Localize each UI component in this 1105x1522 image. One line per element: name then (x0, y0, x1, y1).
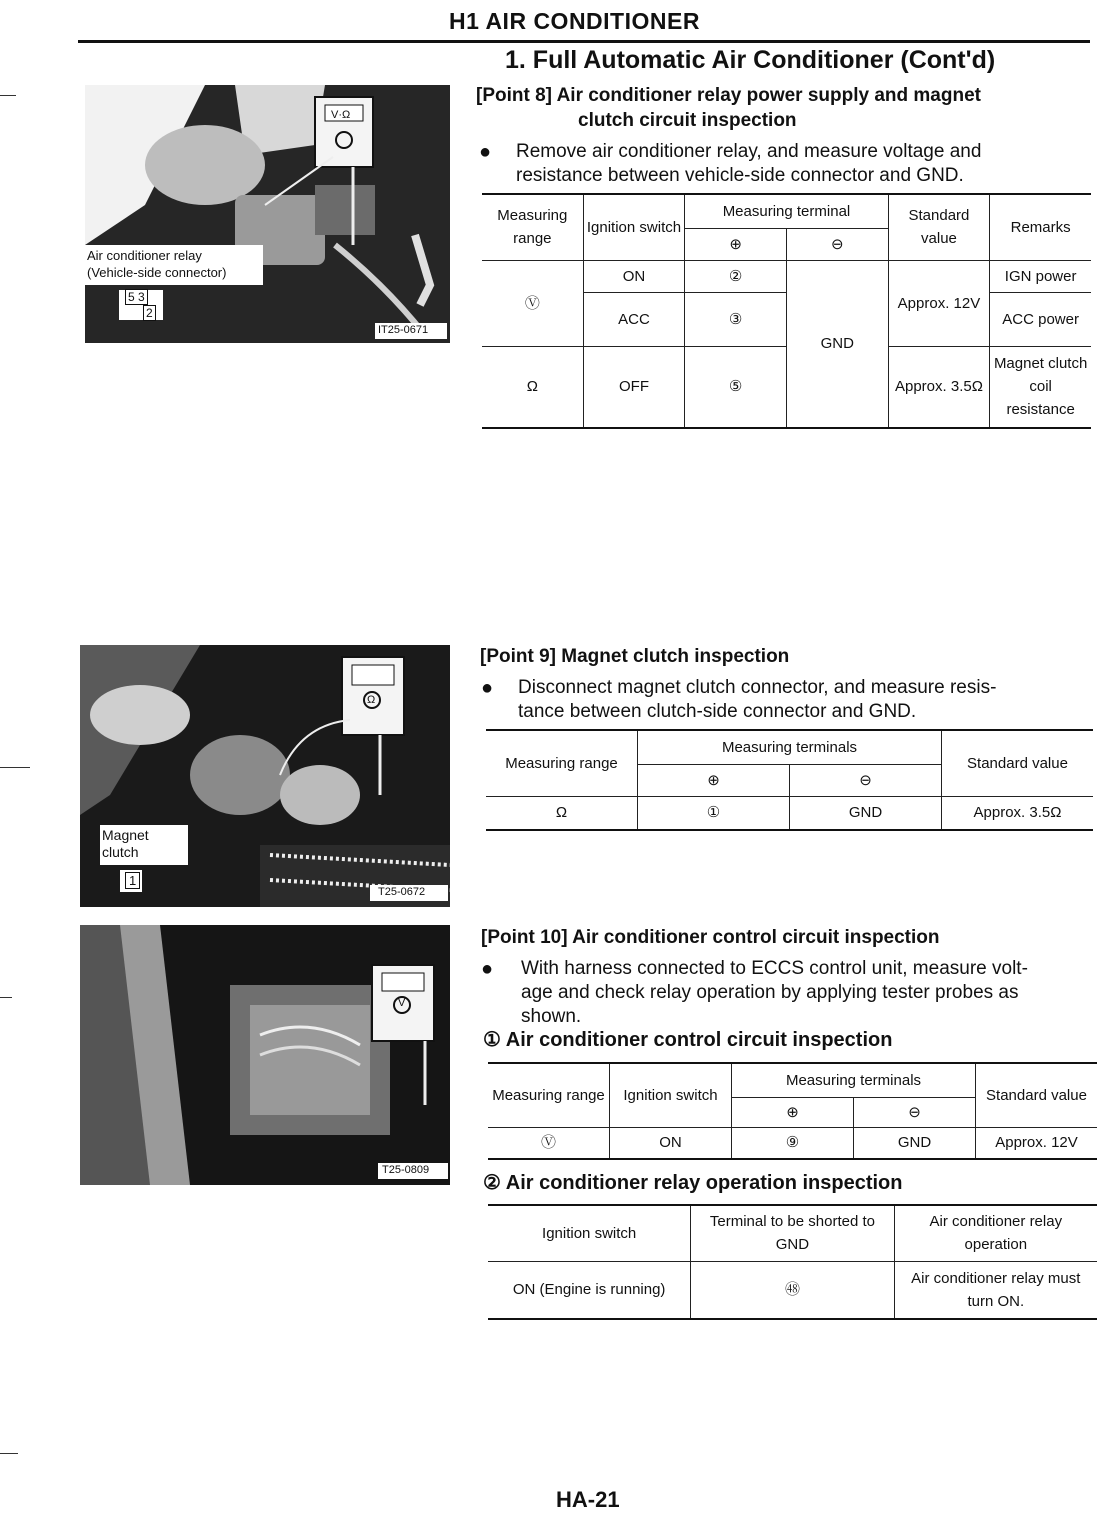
table-cell: GND (854, 1127, 976, 1159)
col-header: Measuring range (482, 194, 583, 260)
section-title: H1 AIR CONDITIONER (449, 8, 700, 34)
connector-pins: 1 (125, 872, 140, 889)
table-cell: Air conditioner relay must turn ON. (894, 1261, 1097, 1319)
table-cell: Ω (486, 796, 638, 830)
plus-icon: ⊕ (732, 1097, 854, 1127)
table-cell: Approx. 12V (976, 1127, 1098, 1159)
table-cell: ㊽ (691, 1261, 894, 1319)
table-cell: ⑤ (685, 346, 787, 428)
table-cell: ⑨ (732, 1127, 854, 1159)
margin-mark (0, 1453, 18, 1454)
figure-code: T25-0809 (382, 1164, 430, 1176)
table-cell: ON (583, 260, 685, 292)
table-cell: GND (790, 796, 942, 830)
table-cell: Ⓥ (482, 260, 583, 346)
point10-table1 (488, 1062, 1097, 1160)
table-cell: OFF (583, 346, 685, 428)
table-cell: ③ (685, 292, 787, 346)
col-header: Ignition switch (488, 1205, 691, 1261)
meter-label: V·Ω (331, 109, 351, 121)
control-unit-photo (80, 925, 450, 1185)
relay-photo (85, 85, 450, 343)
table-cell: Approx. 12V (888, 260, 990, 346)
col-header: Measuring terminals (638, 730, 942, 764)
table-cell: ON (Engine is running) (488, 1261, 691, 1319)
col-header: Measuring range (488, 1063, 610, 1127)
table-cell: Ω (482, 346, 583, 428)
col-header: Air conditioner relay operation (894, 1205, 1097, 1261)
table-cell: ON (610, 1127, 732, 1159)
col-header: Ignition switch (583, 194, 685, 260)
photo-label: Air conditioner relay (87, 248, 202, 263)
table-cell: ① (638, 796, 790, 830)
margin-mark (0, 997, 12, 998)
point9-table (486, 729, 1093, 831)
minus-icon: ⊖ (854, 1097, 976, 1127)
plus-icon: ⊕ (685, 228, 787, 260)
col-header: Standard value (888, 194, 990, 260)
point8-title-cont: clutch circuit inspection (578, 110, 797, 131)
bullet-icon: ● (481, 677, 494, 699)
point10-title: [Point 10] Air conditioner control circuit inspection (481, 927, 940, 948)
header-rule (78, 40, 1090, 43)
figure-code: IT25-0671 (378, 324, 429, 336)
table-cell: Ⓥ (488, 1127, 610, 1159)
table-cell: ② (685, 260, 787, 292)
plus-icon: ⊕ (638, 764, 790, 796)
point8-title: [Point 8] Air conditioner relay power supply and magnet (476, 85, 981, 106)
col-header: Measuring range (486, 730, 638, 796)
table-cell: GND (786, 260, 888, 428)
col-header: Standard value (942, 730, 1094, 796)
page-subtitle: 1. Full Automatic Air Conditioner (Cont'd) (505, 46, 996, 74)
connector-pins: 2 (143, 305, 156, 321)
table-cell: IGN power (990, 260, 1091, 292)
table-cell: ACC power (990, 292, 1091, 346)
photo-label: (Vehicle-side connector) (87, 265, 227, 280)
subsection-title: ② Air conditioner relay operation inspection (483, 1172, 903, 1194)
point8-table (482, 193, 1091, 429)
minus-icon: ⊖ (790, 764, 942, 796)
connector-pins: 5 3 (125, 289, 148, 305)
col-header: Remarks (990, 194, 1091, 260)
point9-bullet: ● Disconnect magnet clutch connector, and measure resis- tance between clutch-side connector and GND. (481, 677, 997, 722)
point10-table2 (488, 1204, 1097, 1320)
subsection-title: ① Air conditioner control circuit inspection (483, 1029, 893, 1051)
point8-bullet: ● Remove air conditioner relay, and measure voltage and resistance between vehicle-side connector and GND. (479, 141, 982, 186)
col-header: Ignition switch (610, 1063, 732, 1127)
page-number: HA-21 (556, 1487, 620, 1512)
figure-code: T25-0672 (378, 886, 426, 898)
magnet-clutch-photo (80, 645, 450, 907)
col-header: Standard value (976, 1063, 1098, 1127)
meter-label: V (398, 997, 406, 1009)
table-cell: Magnet clutch coil resistance (990, 346, 1091, 428)
photo-label: clutch (102, 844, 139, 860)
minus-icon: ⊖ (786, 228, 888, 260)
col-header: Measuring terminals (732, 1063, 976, 1097)
point10-bullet: ● With harness connected to ECCS control unit, measure volt- age and check relay operation by applying tester probes as shown. (481, 958, 1028, 1027)
bullet-icon: ● (479, 141, 492, 163)
margin-mark (0, 767, 30, 768)
table-cell: Approx. 3.5Ω (942, 796, 1094, 830)
margin-mark (0, 95, 16, 96)
bullet-icon: ● (481, 958, 494, 980)
col-header: Measuring terminal (685, 194, 888, 228)
photo-label: Magnet (102, 827, 149, 843)
meter-label: Ω (367, 694, 376, 706)
table-cell: Approx. 3.5Ω (888, 346, 990, 428)
table-cell: ACC (583, 292, 685, 346)
point9-title: [Point 9] Magnet clutch inspection (480, 646, 790, 667)
col-header: Terminal to be shorted to GND (691, 1205, 894, 1261)
